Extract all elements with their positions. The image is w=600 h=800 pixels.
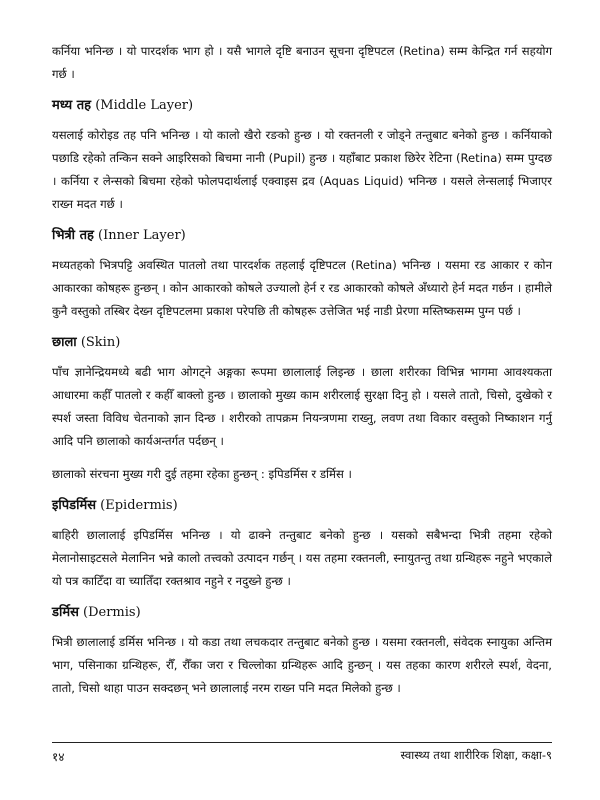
section-cornea-continued [52,40,552,86]
paragraph: यसलाई कोरोइड तह पनि भनिन्छ । यो कालो खैरो रङको हुन्छ । यो रक्तनली र जोड्ने तन्तुबाट बनेको हुन्छ । कर्नियाको पछाडि रहेको तन्किन सक्ने आइरिसको बिचमा नानी (Pupil) हुन्छ । यहाँबाट प्रकाश छिरेर रेटिना (Retina) सम्म पुग्दछ । कर्निया र लेन्सको बिचमा रहेको फोलपदार्थलाई एक्वाइस द्रव (Aquas Liquid) भनिन्छ । यसले लेन्सलाई भिजाएर राख्न मदत गर्छ । [52,128,552,211]
page-footer [52,742,552,768]
heading-nepali: भित्री तह [52,228,94,243]
section-dermis [52,603,552,700]
section-skin [52,333,552,486]
page-number: १४ [52,750,65,764]
heading-english: (Inner Layer) [98,228,186,243]
book-title: स्वास्थ्य तथा शारीरिक शिक्षा, कक्षा-९ [400,748,552,762]
paragraph: पाँच ज्ञानेन्द्रियमध्ये बढी भाग ओगट्ने अङ्गका रूपमा छालालाई लिइन्छ । छाला शरीरका विभिन्न भागमा आवश्यकता आधारमा कहीँ पातलो र कहीँ बाक्लो हुन्छ । छालाको मुख्य काम शरीरलाई सुरक्षा दिनु हो । यसले तातो, चिसो, दुखेको र स्पर्श जस्ता विविध चेतनाको ज्ञान दिन्छ । शरीरको तापक्रम नियन्त्रणमा राख्नु, लवण तथा विकार वस्तुको निष्काशन गर्नु आदि पनि छालाको कार्यअन्तर्गत पर्दछन् । [52,365,552,448]
section-heading [52,496,552,516]
heading-english: (Epidermis) [100,498,178,513]
heading-english: (Skin) [80,335,121,350]
section-middle-layer [52,96,552,216]
section-inner-layer [52,226,552,323]
heading-nepali: इपिडर्मिस [52,498,97,513]
paragraph: बाहिरी छालालाई इपिडर्मिस भनिन्छ । यो ढाक्ने तन्तुबाट बनेको हुन्छ । यसको सबैभन्दा भित्री तहमा रहेको मेलानोसाइटसले मेलानिन भन्ने कालो तत्त्वको उत्पादन गर्छन् । यस तहमा रक्तनली, स्नायुतन्तु तथा ग्रन्थिहरू नहुने भएकाले यो पत्र काटिँदा वा च्यातिँदा रक्तश्राव नहुने र नदुख्ने हुन्छ । [52,528,552,588]
section-heading [52,603,552,623]
page-content [52,40,552,710]
heading-nepali: डर्मिस [52,605,79,620]
paragraph: छालाको संरचना मुख्य गरी दुई तहमा रहेका हुन्छन् : इपिडर्मिस र डर्मिस । [52,467,352,481]
paragraph: कर्निया भनिन्छ । यो पारदर्शक भाग हो । यसै भागले दृष्टि बनाउन सूचना दृष्टिपटल (Retina) सम्म केन्द्रित गर्न सहयोग गर्छ । [52,44,552,81]
heading-english: (Middle Layer) [95,98,194,113]
heading-nepali: छाला [52,335,77,350]
paragraph: भित्री छालालाई डर्मिस भनिन्छ । यो कडा तथा लचकदार तन्तुबाट बनेको हुन्छ । यसमा रक्तनली, संवेदक स्नायुका अन्तिम भाग, पसिनाका ग्रन्थिहरू, रौँ, रौँका जरा र चिल्लोका ग्रन्थिहरू आदि हुन्छन् । यस तहका कारण शरीरले स्पर्श, वेदना, तातो, चिसो थाहा पाउन सक्दछन् भने छालालाई नरम राख्न पनि मदत मिलेको हुन्छ । [52,635,552,695]
paragraph: मध्यतहको भित्रपट्टि अवस्थित पातलो तथा पारदर्शक तहलाई दृष्टिपटल (Retina) भनिन्छ । यसमा रड आकार र कोन आकारका कोषहरू हुन्छन् । कोन आकारको कोषले उज्यालो हेर्न र रड आकारको कोषले अँध्यारो हेर्न मदत गर्छन । हामीले कुनै वस्तुको तस्बिर देख्न दृष्टिपटलमा प्रकाश परेपछि ती कोषहरू उत्तेजित भई नाडी प्रेरणा मस्तिष्कसम्म पुग्न पर्छ । [52,258,552,318]
heading-nepali: मध्य तह [52,98,92,113]
section-heading [52,333,552,353]
heading-english: (Dermis) [83,605,141,620]
section-heading [52,96,552,116]
section-heading [52,226,552,246]
section-epidermis [52,496,552,593]
